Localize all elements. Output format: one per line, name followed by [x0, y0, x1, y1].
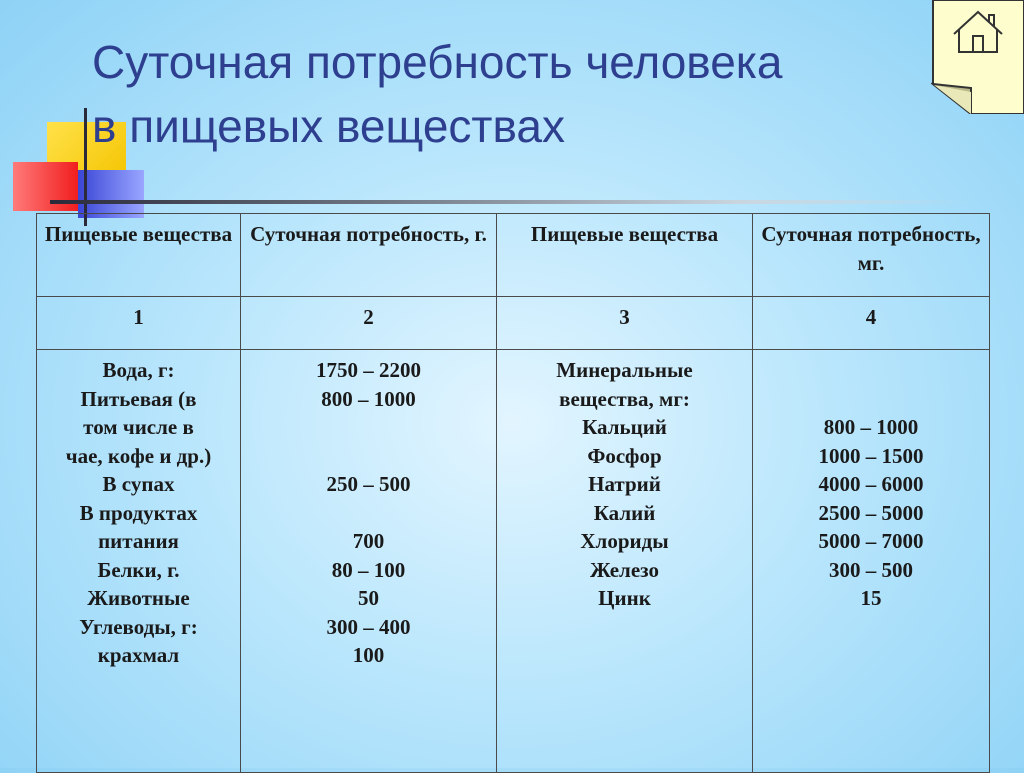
decor-horizontal-line [50, 200, 970, 204]
decor-blue-square [78, 170, 144, 218]
cell-line: Питьевая (в [80, 386, 197, 411]
cell-line: 1750 – 2200 [316, 358, 421, 382]
home-button[interactable] [931, 0, 1024, 114]
col1-cell [37, 350, 241, 773]
cell-line: чае, кофе и др.) [65, 443, 212, 468]
cell-line: 4000 – 6000 [818, 472, 924, 496]
cell-line: Цинк [598, 586, 651, 610]
cell-line: 800 – 1000 [321, 386, 416, 411]
cell-line: 2500 – 5000 [818, 500, 924, 525]
cell-line: 800 – 1000 [823, 415, 919, 439]
title-line-2: в пищевых веществах [92, 100, 566, 152]
cell-line: питания [98, 529, 179, 553]
cell-line: Фосфор [587, 443, 662, 468]
header-cell: Пищевые вещества [497, 214, 753, 297]
column-number: 4 [753, 297, 990, 350]
cell-line: Белки, г. [97, 557, 180, 582]
cell-line: 700 [352, 529, 385, 553]
cell-line: 5000 – 7000 [818, 529, 924, 553]
col3-cell [497, 350, 753, 773]
cell-line: Животные [87, 586, 190, 610]
cell-line: 100 [352, 643, 385, 667]
cell-line: Вода, г: [102, 358, 175, 382]
cell-line: 300 – 400 [326, 614, 411, 639]
header-cell: Суточная потребность, г. [241, 214, 497, 297]
cell-line: вещества, мг: [559, 386, 690, 411]
cell-line: том числе в [83, 415, 194, 439]
cell-line: Калий [593, 500, 656, 525]
cell-line: 250 – 500 [326, 472, 411, 496]
cell-line: 300 – 500 [829, 557, 913, 582]
cell-line: Углеводы, г: [79, 614, 198, 639]
nutrients-table [36, 213, 990, 773]
cell-line: Натрий [588, 472, 661, 496]
cell-line: Кальций [582, 415, 667, 439]
column-number-row [37, 297, 990, 350]
cell-line: 1000 – 1500 [818, 443, 924, 468]
col2-cell [241, 350, 497, 773]
table-body-row [37, 350, 990, 773]
header-cell: Суточная потребность, мг. [753, 214, 990, 297]
column-number: 2 [241, 297, 497, 350]
table-header-row [37, 214, 990, 297]
cell-line: В продуктах [79, 500, 198, 525]
cell-line: 50 [358, 586, 379, 610]
col4-cell [753, 350, 990, 773]
title-line-1: Суточная потребность человека [92, 36, 783, 88]
cell-line: 15 [860, 586, 882, 610]
cell-line: Минеральные [556, 358, 693, 382]
cell-line: В супах [102, 472, 175, 496]
cell-line: крахмал [97, 643, 180, 667]
header-cell: Пищевые вещества [37, 214, 241, 297]
slide-title [92, 30, 952, 158]
cell-line: Хлориды [580, 529, 669, 553]
column-number: 3 [497, 297, 753, 350]
column-number: 1 [37, 297, 241, 350]
cell-line: 80 – 100 [331, 557, 406, 582]
house-icon [931, 0, 1024, 114]
cell-line: Железо [590, 557, 659, 582]
decor-vertical-line [84, 108, 87, 226]
